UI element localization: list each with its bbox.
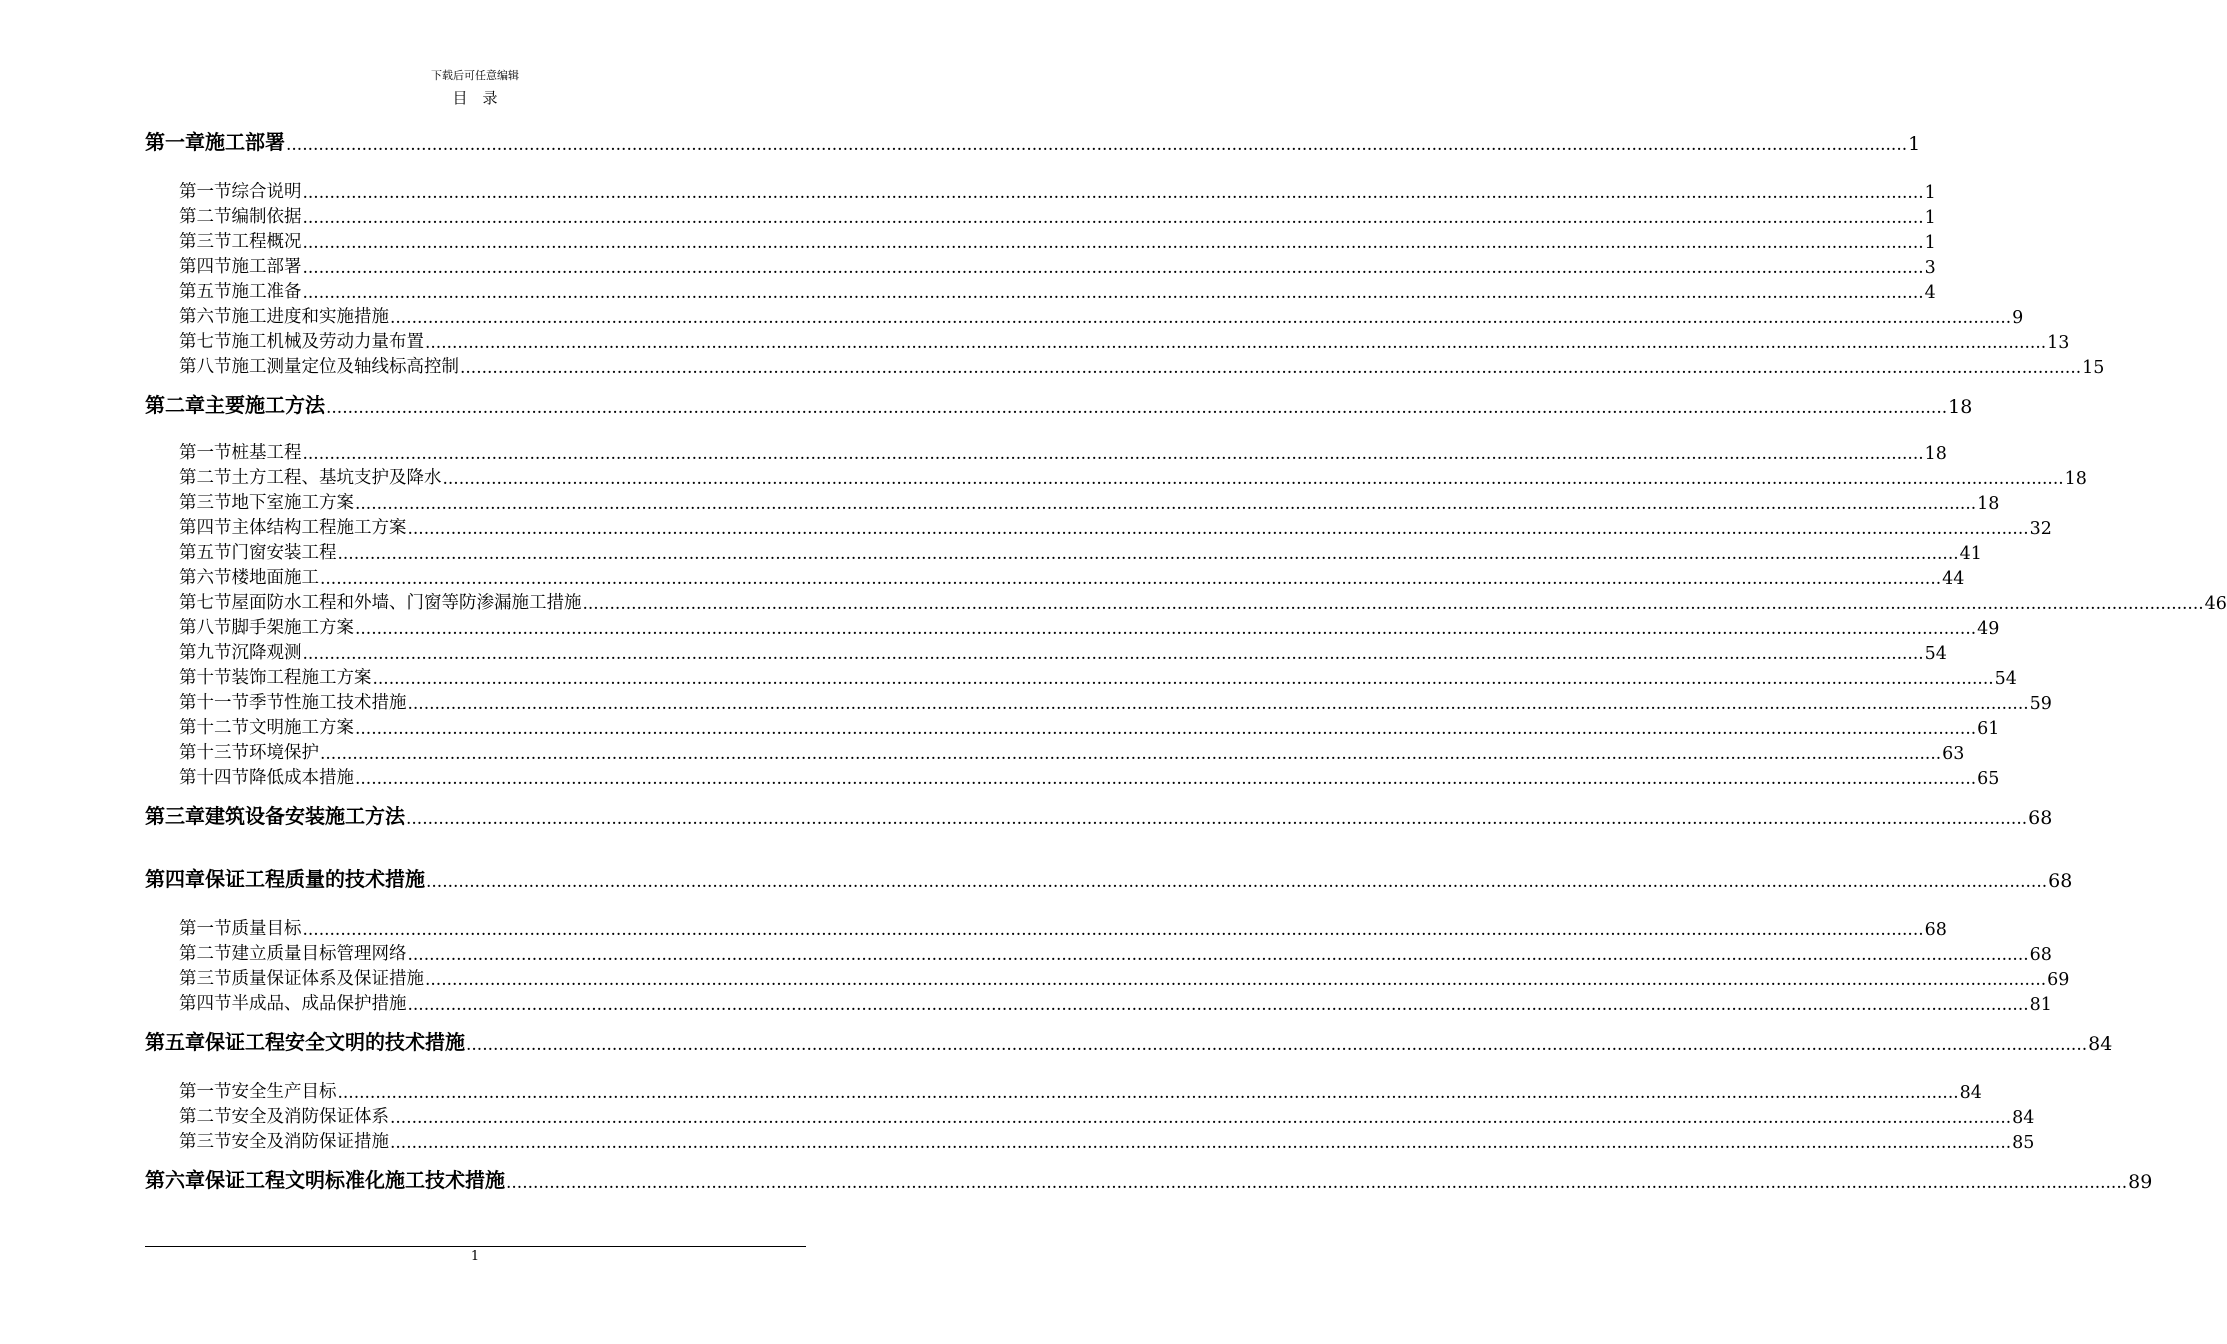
toc-entry-number: 第十一节 [179, 693, 249, 713]
toc-dot-leader: ............................................................................................................................................................................................................................................................................................................ [425, 970, 2047, 990]
toc-entry-page: 13 [2047, 333, 2070, 353]
toc-entry-number: 第二章 [145, 393, 205, 417]
toc-dot-leader: ............................................................................................................................................................................................................................................................................................................ [372, 669, 1994, 689]
toc-entry-title: 保证工程安全文明的技术措施 [205, 1030, 465, 1054]
toc-entry-number: 第三节 [179, 1132, 232, 1152]
toc-section-row[interactable] [145, 941, 2052, 965]
toc-entry-number: 第三节 [179, 232, 232, 252]
footer-page-number: 1 [470, 1249, 480, 1264]
toc-section-row[interactable] [145, 465, 2087, 489]
toc-entry-page: 49 [1977, 619, 2000, 639]
toc-entry-title: 编制依据 [231, 207, 302, 227]
toc-entry-number: 第二节 [179, 944, 232, 964]
toc-section-row[interactable] [145, 354, 2105, 378]
toc-entry-title: 质量目标 [231, 919, 302, 939]
toc-entry-page: 44 [1942, 569, 1965, 589]
toc-entry-page: 89 [2128, 1171, 2153, 1193]
toc-chapter-row[interactable] [145, 864, 2073, 892]
toc-entry-page: 4 [1924, 283, 1936, 303]
toc-section-row[interactable] [145, 966, 2070, 990]
toc-entry-page: 84 [2088, 1033, 2113, 1055]
toc-section-row[interactable] [145, 740, 1965, 764]
toc-section-row[interactable] [145, 490, 2000, 514]
toc-entry-number: 第十节 [179, 668, 232, 688]
toc-entry-title: 文明施工方案 [249, 718, 354, 738]
toc-entry-number: 第三章 [145, 804, 205, 828]
toc-entry-number: 第四节 [179, 994, 232, 1014]
toc-entry-title: 安全及消防保证措施 [231, 1132, 389, 1152]
toc-chapter-row[interactable] [145, 390, 1973, 418]
toc-entry-number: 第一章 [145, 130, 205, 154]
toc-dot-leader: ............................................................................................................................................................................................................................................................................................................ [326, 398, 1948, 418]
toc-entry-title: 主体结构工程施工方案 [231, 518, 407, 538]
toc-entry-title: 综合说明 [231, 182, 302, 202]
toc-section-row[interactable] [145, 1104, 2035, 1128]
toc-entry-page: 1 [1924, 208, 1936, 228]
toc-dot-leader: ............................................................................................................................................................................................................................................................................................................ [302, 444, 1924, 464]
toc-entry-title: 质量保证体系及保证措施 [231, 969, 424, 989]
toc-dot-leader: ............................................................................................................................................................................................................................................................................................................ [355, 494, 1977, 514]
toc-dot-leader: ............................................................................................................................................................................................................................................................................................................ [302, 644, 1924, 664]
toc-entry-page: 61 [1977, 719, 2000, 739]
toc-entry-number: 第六章 [145, 1168, 205, 1192]
toc-dot-leader: ............................................................................................................................................................................................................................................................................................................ [390, 1108, 2012, 1128]
toc-entry-title: 主要施工方法 [205, 393, 325, 417]
toc-entry-title: 施工测量定位及轴线标高控制 [231, 357, 459, 377]
toc-dot-leader: ............................................................................................................................................................................................................................................................................................................ [582, 594, 2204, 614]
toc-chapter-row[interactable] [145, 801, 2053, 829]
toc-entry-page: 18 [1924, 444, 1947, 464]
toc-dot-leader: ............................................................................................................................................................................................................................................................................................................ [320, 569, 1942, 589]
toc-section-row[interactable] [145, 440, 1947, 464]
toc-entry-page: 81 [2029, 995, 2052, 1015]
toc-entry-title: 施工机械及劳动力量布置 [231, 332, 424, 352]
toc-dot-leader: ............................................................................................................................................................................................................................................................................................................ [390, 308, 2012, 328]
toc-title: 目 录 [452, 89, 498, 107]
toc-entry-title: 装饰工程施工方案 [231, 668, 372, 688]
toc-entry-number: 第五节 [179, 543, 232, 563]
toc-entry-page: 65 [1977, 769, 2000, 789]
toc-section-row[interactable] [145, 765, 2000, 789]
toc-dot-leader: ............................................................................................................................................................................................................................................................................................................ [506, 1173, 2128, 1193]
toc-entry-number: 第四章 [145, 867, 205, 891]
toc-dot-leader: ............................................................................................................................................................................................................................................................................................................ [407, 519, 2029, 539]
toc-entry-number: 第四节 [179, 518, 232, 538]
toc-entry-page: 1 [1924, 183, 1936, 203]
toc-dot-leader: ............................................................................................................................................................................................................................................................................................................ [355, 719, 1977, 739]
toc-dot-leader: ............................................................................................................................................................................................................................................................................................................ [407, 995, 2029, 1015]
toc-chapter-row[interactable] [145, 1165, 2153, 1193]
toc-entry-title: 季节性施工技术措施 [249, 693, 407, 713]
toc-section-row[interactable] [145, 540, 1982, 564]
toc-entry-page: 59 [2029, 694, 2052, 714]
toc-dot-leader: ............................................................................................................................................................................................................................................................................................................ [426, 872, 2048, 892]
toc-entry-number: 第二节 [179, 207, 232, 227]
toc-entry-number: 第八节 [179, 618, 232, 638]
toc-section-row[interactable] [145, 329, 2070, 353]
toc-dot-leader: ............................................................................................................................................................................................................................................................................................................ [302, 208, 1924, 228]
toc-entry-number: 第四节 [179, 257, 232, 277]
toc-entry-title: 工程概况 [231, 232, 302, 252]
toc-entry-title: 安全及消防保证体系 [231, 1107, 389, 1127]
toc-dot-leader: ............................................................................................................................................................................................................................................................................................................ [466, 1035, 2088, 1055]
toc-section-row[interactable] [145, 615, 2000, 639]
toc-section-row[interactable] [145, 179, 1936, 203]
toc-section-row[interactable] [145, 640, 1947, 664]
toc-entry-title: 楼地面施工 [231, 568, 319, 588]
toc-entry-number: 第二节 [179, 1107, 232, 1127]
toc-entry-page: 68 [2029, 945, 2052, 965]
toc-entry-title: 降低成本措施 [249, 768, 354, 788]
toc-entry-title: 施工部署 [231, 257, 302, 277]
toc-entry-title: 施工进度和实施措施 [231, 307, 389, 327]
toc-entry-page: 18 [1948, 396, 1973, 418]
toc-entry-title: 施工部署 [205, 130, 285, 154]
toc-entry-number: 第一节 [179, 919, 232, 939]
toc-dot-leader: ............................................................................................................................................................................................................................................................................................................ [302, 183, 1924, 203]
toc-entry-title: 脚手架施工方案 [231, 618, 354, 638]
toc-entry-number: 第七节 [179, 332, 232, 352]
toc-entry-number: 第三节 [179, 969, 232, 989]
toc-entry-title: 建立质量目标管理网络 [231, 944, 407, 964]
toc-entry-page: 85 [2012, 1133, 2035, 1153]
toc-entry-number: 第九节 [179, 643, 232, 663]
toc-entry-page: 15 [2082, 358, 2105, 378]
toc-entry-page: 18 [1977, 494, 2000, 514]
toc-entry-title: 施工准备 [231, 282, 302, 302]
toc-section-row[interactable] [145, 916, 1947, 940]
toc-entry-title: 土方工程、基坑支护及降水 [231, 468, 442, 488]
toc-dot-leader: ............................................................................................................................................................................................................................................................................................................ [286, 135, 1908, 155]
toc-entry-title: 沉降观测 [231, 643, 302, 663]
toc-entry-number: 第五节 [179, 282, 232, 302]
toc-entry-number: 第一节 [179, 443, 232, 463]
toc-entry-number: 第一节 [179, 1082, 232, 1102]
toc-section-row[interactable] [145, 254, 1936, 278]
toc-entry-number: 第二节 [179, 468, 232, 488]
toc-entry-page: 68 [2048, 870, 2073, 892]
toc-entry-page: 54 [1924, 644, 1947, 664]
toc-section-row[interactable] [145, 665, 2017, 689]
toc-entry-number: 第三节 [179, 493, 232, 513]
toc-dot-leader: ............................................................................................................................................................................................................................................................................................................ [337, 1083, 1959, 1103]
toc-dot-leader: ............................................................................................................................................................................................................................................................................................................ [302, 283, 1924, 303]
toc-section-row[interactable] [145, 715, 2000, 739]
toc-entry-title: 环境保护 [249, 743, 319, 763]
toc-entry-page: 9 [2012, 308, 2024, 328]
toc-dot-leader: ............................................................................................................................................................................................................................................................................................................ [406, 809, 2028, 829]
toc-entry-title: 地下室施工方案 [231, 493, 354, 513]
toc-section-row[interactable] [145, 204, 1936, 228]
toc-section-row[interactable] [145, 1129, 2035, 1153]
toc-entry-number: 第五章 [145, 1030, 205, 1054]
toc-entry-number: 第十四节 [179, 768, 249, 788]
toc-entry-page: 84 [2012, 1108, 2035, 1128]
toc-section-row[interactable] [145, 690, 2052, 714]
toc-entry-title: 半成品、成品保护措施 [231, 994, 407, 1014]
toc-section-row[interactable] [145, 1079, 1982, 1103]
toc-section-row[interactable] [145, 515, 2052, 539]
toc-dot-leader: ............................................................................................................................................................................................................................................................................................................ [442, 469, 2064, 489]
toc-entry-page: 18 [2064, 469, 2087, 489]
toc-entry-page: 63 [1942, 744, 1965, 764]
toc-dot-leader: ............................................................................................................................................................................................................................................................................................................ [407, 694, 2029, 714]
toc-entry-number: 第十二节 [179, 718, 249, 738]
toc-entry-number: 第七节 [179, 593, 232, 613]
toc-section-row[interactable] [145, 991, 2052, 1015]
toc-dot-leader: ............................................................................................................................................................................................................................................................................................................ [390, 1133, 2012, 1153]
toc-entry-page: 3 [1924, 258, 1936, 278]
toc-entry-title: 保证工程质量的技术措施 [205, 867, 425, 891]
toc-entry-title: 安全生产目标 [231, 1082, 337, 1102]
toc-chapter-row[interactable] [145, 127, 1921, 155]
toc-dot-leader: ............................................................................................................................................................................................................................................................................................................ [407, 945, 2029, 965]
toc-entry-page: 69 [2047, 970, 2070, 990]
toc-dot-leader: ............................................................................................................................................................................................................................................................................................................ [302, 920, 1924, 940]
toc-dot-leader: ............................................................................................................................................................................................................................................................................................................ [460, 358, 2082, 378]
footer-divider [145, 1246, 806, 1247]
toc-entry-page: 41 [1959, 544, 1982, 564]
toc-entry-page: 1 [1908, 133, 1921, 155]
toc-entry-page: 68 [2028, 807, 2053, 829]
toc-entry-page: 68 [1924, 920, 1947, 940]
toc-dot-leader: ............................................................................................................................................................................................................................................................................................................ [302, 258, 1924, 278]
toc-entry-page: 32 [2029, 519, 2052, 539]
toc-section-row[interactable] [145, 590, 2227, 614]
toc-dot-leader: ............................................................................................................................................................................................................................................................................................................ [355, 769, 1977, 789]
toc-dot-leader: ............................................................................................................................................................................................................................................................................................................ [425, 333, 2047, 353]
toc-entry-number: 第十三节 [179, 743, 249, 763]
toc-entry-page: 46 [2204, 594, 2227, 614]
toc-entry-title: 屋面防水工程和外墙、门窗等防渗漏施工措施 [231, 593, 582, 613]
toc-section-row[interactable] [145, 279, 1936, 303]
toc-dot-leader: ............................................................................................................................................................................................................................................................................................................ [320, 744, 1942, 764]
toc-entry-page: 54 [1994, 669, 2017, 689]
toc-entry-number: 第一节 [179, 182, 232, 202]
toc-entry-number: 第六节 [179, 307, 232, 327]
toc-entry-title: 门窗安装工程 [231, 543, 337, 563]
toc-section-row[interactable] [145, 565, 1965, 589]
toc-entry-title: 保证工程文明标准化施工技术措施 [205, 1168, 505, 1192]
toc-entry-number: 第八节 [179, 357, 232, 377]
toc-dot-leader: ............................................................................................................................................................................................................................................................................................................ [355, 619, 1977, 639]
toc-entry-page: 1 [1924, 233, 1936, 253]
toc-section-row[interactable] [145, 229, 1936, 253]
header-note: 下载后可任意编辑 [431, 69, 519, 82]
toc-entry-number: 第六节 [179, 568, 232, 588]
toc-entry-title: 桩基工程 [231, 443, 302, 463]
toc-chapter-row[interactable] [145, 1027, 2113, 1055]
toc-entry-title: 建筑设备安装施工方法 [205, 804, 405, 828]
toc-dot-leader: ............................................................................................................................................................................................................................................................................................................ [337, 544, 1959, 564]
toc-entry-page: 84 [1959, 1083, 1982, 1103]
toc-dot-leader: ............................................................................................................................................................................................................................................................................................................ [302, 233, 1924, 253]
toc-section-row[interactable] [145, 304, 2024, 328]
